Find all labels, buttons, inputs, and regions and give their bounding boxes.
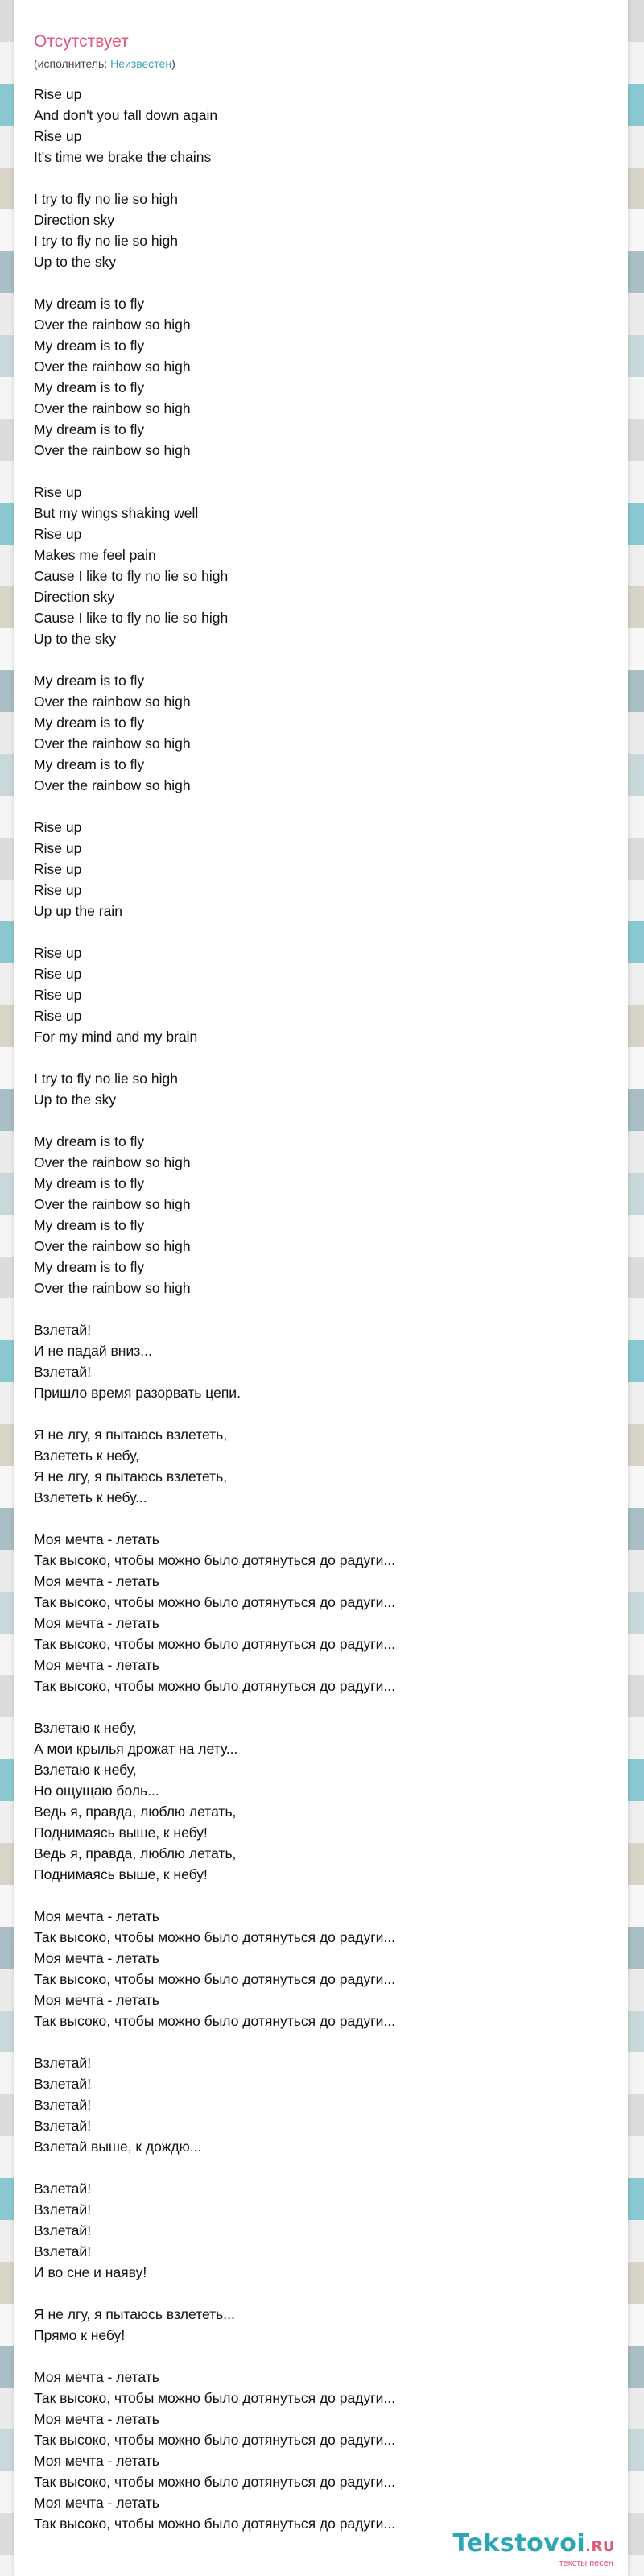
lyric-line: Ведь я, правда, люблю летать, bbox=[34, 1804, 237, 1820]
lyric-line: Взлетаю к небу, bbox=[34, 1762, 137, 1778]
lyric-line: Rise up bbox=[34, 987, 82, 1003]
lyric-line: My dream is to fly bbox=[34, 296, 145, 312]
lyric-line: Rise up bbox=[34, 861, 82, 877]
lyric-line: My dream is to fly bbox=[34, 714, 145, 731]
lyric-line: Моя мечта - летать bbox=[34, 1615, 159, 1631]
lyric-line: Взлетай! bbox=[34, 2076, 92, 2092]
lyric-line: Up to the sky bbox=[34, 1091, 117, 1108]
lyric-line: For my mind and my brain bbox=[34, 1029, 198, 1045]
lyric-line: Взлетаю к небу, bbox=[34, 1720, 137, 1736]
lyric-line: Over the rainbow so high bbox=[34, 442, 191, 458]
stanza-break bbox=[34, 2031, 597, 2052]
artist-prefix: (исполнитель: bbox=[34, 57, 111, 70]
stanza-break bbox=[34, 1885, 597, 1906]
lyric-line: Up to the sky bbox=[34, 631, 117, 647]
lyric-line: Over the rainbow so high bbox=[34, 777, 191, 793]
lyric-line: My dream is to fly bbox=[34, 756, 145, 772]
lyric-line: Поднимаясь выше, к небу! bbox=[34, 1866, 208, 1882]
lyrics-text bbox=[34, 84, 597, 2534]
lyric-line: Я не лгу, я пытаюсь взлететь, bbox=[34, 1468, 228, 1485]
lyric-line: Так высоко, чтобы можно было дотянуться до радуги... bbox=[34, 1594, 395, 1610]
lyric-line: Я не лгу, я пытаюсь взлететь... bbox=[34, 2306, 235, 2322]
lyric-line: Rise up bbox=[34, 966, 82, 982]
stanza-break bbox=[34, 2283, 597, 2304]
lyric-line: Прямо к небу! bbox=[34, 2327, 126, 2343]
lyric-line: Так высоко, чтобы можно было дотянуться до радуги... bbox=[34, 2390, 395, 2406]
lyric-line: Взлетай! bbox=[34, 2243, 92, 2259]
lyric-line: Взлетай! bbox=[34, 2097, 92, 2113]
lyric-line: My dream is to fly bbox=[34, 673, 145, 689]
lyric-line: Так высоко, чтобы можно было дотянуться до радуги... bbox=[34, 1971, 395, 1987]
lyric-line: Direction sky bbox=[34, 212, 115, 228]
lyric-line: My dream is to fly bbox=[34, 1133, 145, 1149]
lyric-line: Я не лгу, я пытаюсь взлететь, bbox=[34, 1427, 228, 1443]
song-title: Отсутствует bbox=[34, 32, 129, 51]
lyric-line: Direction sky bbox=[34, 589, 115, 605]
lyric-line: Over the rainbow so high bbox=[34, 400, 191, 416]
stanza-break bbox=[34, 921, 597, 942]
lyric-line: Cause I like to fly no lie so high bbox=[34, 610, 229, 626]
lyric-line: Но ощущаю боль... bbox=[34, 1783, 159, 1799]
lyric-line: Взлетай! bbox=[34, 2180, 92, 2197]
lyric-line: Rise up bbox=[34, 128, 82, 144]
lyric-line: Так высоко, чтобы можно было дотянуться до радуги... bbox=[34, 1929, 395, 1945]
lyric-line: Rise up bbox=[34, 526, 82, 542]
stanza-break bbox=[34, 796, 597, 817]
logo-wordmark bbox=[453, 2531, 615, 2560]
stanza-break bbox=[34, 1403, 597, 1424]
lyric-line: Так высоко, чтобы можно было дотянуться до радуги... bbox=[34, 2474, 395, 2490]
stanza-break bbox=[34, 168, 597, 188]
logo-name: Tekstovoi bbox=[452, 2529, 586, 2557]
lyric-line: My dream is to fly bbox=[34, 1259, 145, 1275]
lyric-line: Over the rainbow so high bbox=[34, 358, 191, 375]
lyric-line: Over the rainbow so high bbox=[34, 1280, 191, 1296]
lyric-line: Rise up bbox=[34, 882, 82, 898]
lyric-line: Взлетай! bbox=[34, 1364, 92, 1380]
stanza-break bbox=[34, 649, 597, 670]
lyric-line: Over the rainbow so high bbox=[34, 1154, 191, 1170]
stanza-break bbox=[34, 1298, 597, 1319]
lyric-line: Rise up bbox=[34, 819, 82, 835]
artist-suffix: ) bbox=[171, 57, 175, 70]
lyric-line: Моя мечта - летать bbox=[34, 2411, 159, 2427]
stanza-break bbox=[34, 2346, 597, 2367]
lyric-line: I try to fly no lie so high bbox=[34, 233, 178, 249]
lyric-line: It's time we brake the chains bbox=[34, 149, 212, 165]
lyric-line: Так высоко, чтобы можно было дотянуться до радуги... bbox=[34, 2013, 395, 2029]
lyric-line: И во сне и наяву! bbox=[34, 2264, 147, 2280]
lyric-line: Ведь я, правда, люблю летать, bbox=[34, 1845, 237, 1862]
lyric-line: Up up the rain bbox=[34, 903, 122, 919]
lyric-line: Over the rainbow so high bbox=[34, 735, 191, 752]
lyric-line: Rise up bbox=[34, 840, 82, 856]
lyric-line: I try to fly no lie so high bbox=[34, 1071, 178, 1087]
stanza-break bbox=[34, 1696, 597, 1717]
site-logo[interactable] bbox=[453, 2531, 615, 2568]
stanza-break bbox=[34, 461, 597, 482]
lyric-line: Пришло время разорвать цепи. bbox=[34, 1385, 241, 1401]
stanza-break bbox=[34, 2157, 597, 2178]
lyric-line: Cause I like to fly no lie so high bbox=[34, 568, 229, 584]
lyric-line: Поднимаясь выше, к небу! bbox=[34, 1824, 208, 1841]
lyric-line: Rise up bbox=[34, 1008, 82, 1024]
lyric-line: Моя мечта - летать bbox=[34, 2453, 159, 2469]
artist-link[interactable]: Неизвестен bbox=[110, 57, 172, 70]
lyric-line: И не падай вниз... bbox=[34, 1343, 152, 1359]
lyric-line: Over the rainbow so high bbox=[34, 317, 191, 333]
artist-line bbox=[34, 56, 175, 71]
lyric-line: Моя мечта - летать bbox=[34, 1950, 159, 1966]
stanza-break bbox=[34, 1110, 597, 1131]
lyric-line: Взлететь к небу... bbox=[34, 1489, 147, 1505]
lyric-line: А мои крылья дрожат на лету... bbox=[34, 1741, 238, 1757]
lyric-line: Over the rainbow so high bbox=[34, 1196, 191, 1212]
lyric-line: Так высоко, чтобы можно было дотянуться до радуги... bbox=[34, 2432, 395, 2448]
lyric-line: Моя мечта - летать bbox=[34, 1908, 159, 1924]
lyric-line: But my wings shaking well bbox=[34, 505, 199, 521]
lyric-line: Over the rainbow so high bbox=[34, 1238, 191, 1254]
lyric-line: Up to the sky bbox=[34, 254, 117, 270]
lyric-line: Взлетай! bbox=[34, 2055, 92, 2071]
lyric-line: Моя мечта - летать bbox=[34, 2369, 159, 2385]
lyrics-card bbox=[14, 0, 628, 2576]
stanza-break bbox=[34, 272, 597, 293]
stanza-break bbox=[34, 1508, 597, 1529]
lyric-line: My dream is to fly bbox=[34, 1217, 145, 1233]
logo-tld: .RU bbox=[585, 2538, 615, 2555]
lyric-line: Rise up bbox=[34, 945, 82, 961]
lyric-line: Взлететь к небу, bbox=[34, 1447, 140, 1464]
lyric-line: Взлетай! bbox=[34, 2118, 92, 2134]
lyric-line: Моя мечта - летать bbox=[34, 1657, 159, 1673]
lyric-line: My dream is to fly bbox=[34, 338, 145, 354]
lyric-line: Взлетай выше, к дождю... bbox=[34, 2139, 202, 2155]
lyric-line: Rise up bbox=[34, 86, 82, 102]
lyric-line: Взлетай! bbox=[34, 1322, 92, 1338]
lyric-line: And don't you fall down again bbox=[34, 107, 218, 123]
lyric-line: Так высоко, чтобы можно было дотянуться до радуги... bbox=[34, 1636, 395, 1652]
lyric-line: Взлетай! bbox=[34, 2222, 92, 2238]
lyric-line: Так высоко, чтобы можно было дотянуться до радуги... bbox=[34, 1552, 395, 1568]
lyric-line: Makes me feel pain bbox=[34, 547, 156, 563]
lyric-line: My dream is to fly bbox=[34, 379, 145, 396]
lyric-line: My dream is to fly bbox=[34, 421, 145, 437]
lyric-line: Моя мечта - летать bbox=[34, 2495, 159, 2511]
lyric-line: Rise up bbox=[34, 484, 82, 500]
stanza-break bbox=[34, 1047, 597, 1068]
lyric-line: Так высоко, чтобы можно было дотянуться до радуги... bbox=[34, 1678, 395, 1694]
lyric-line: I try to fly no lie so high bbox=[34, 191, 178, 207]
lyric-line: Over the rainbow so high bbox=[34, 694, 191, 710]
lyric-line: My dream is to fly bbox=[34, 1175, 145, 1191]
lyric-line: Так высоко, чтобы можно было дотянуться до радуги... bbox=[34, 2516, 395, 2532]
lyric-line: Моя мечта - летать bbox=[34, 1573, 159, 1589]
lyric-line: Моя мечта - летать bbox=[34, 1992, 159, 2008]
lyric-line: Взлетай! bbox=[34, 2201, 92, 2218]
logo-tagline: тексты песен bbox=[559, 2558, 613, 2568]
lyric-line: Моя мечта - летать bbox=[34, 1531, 159, 1547]
